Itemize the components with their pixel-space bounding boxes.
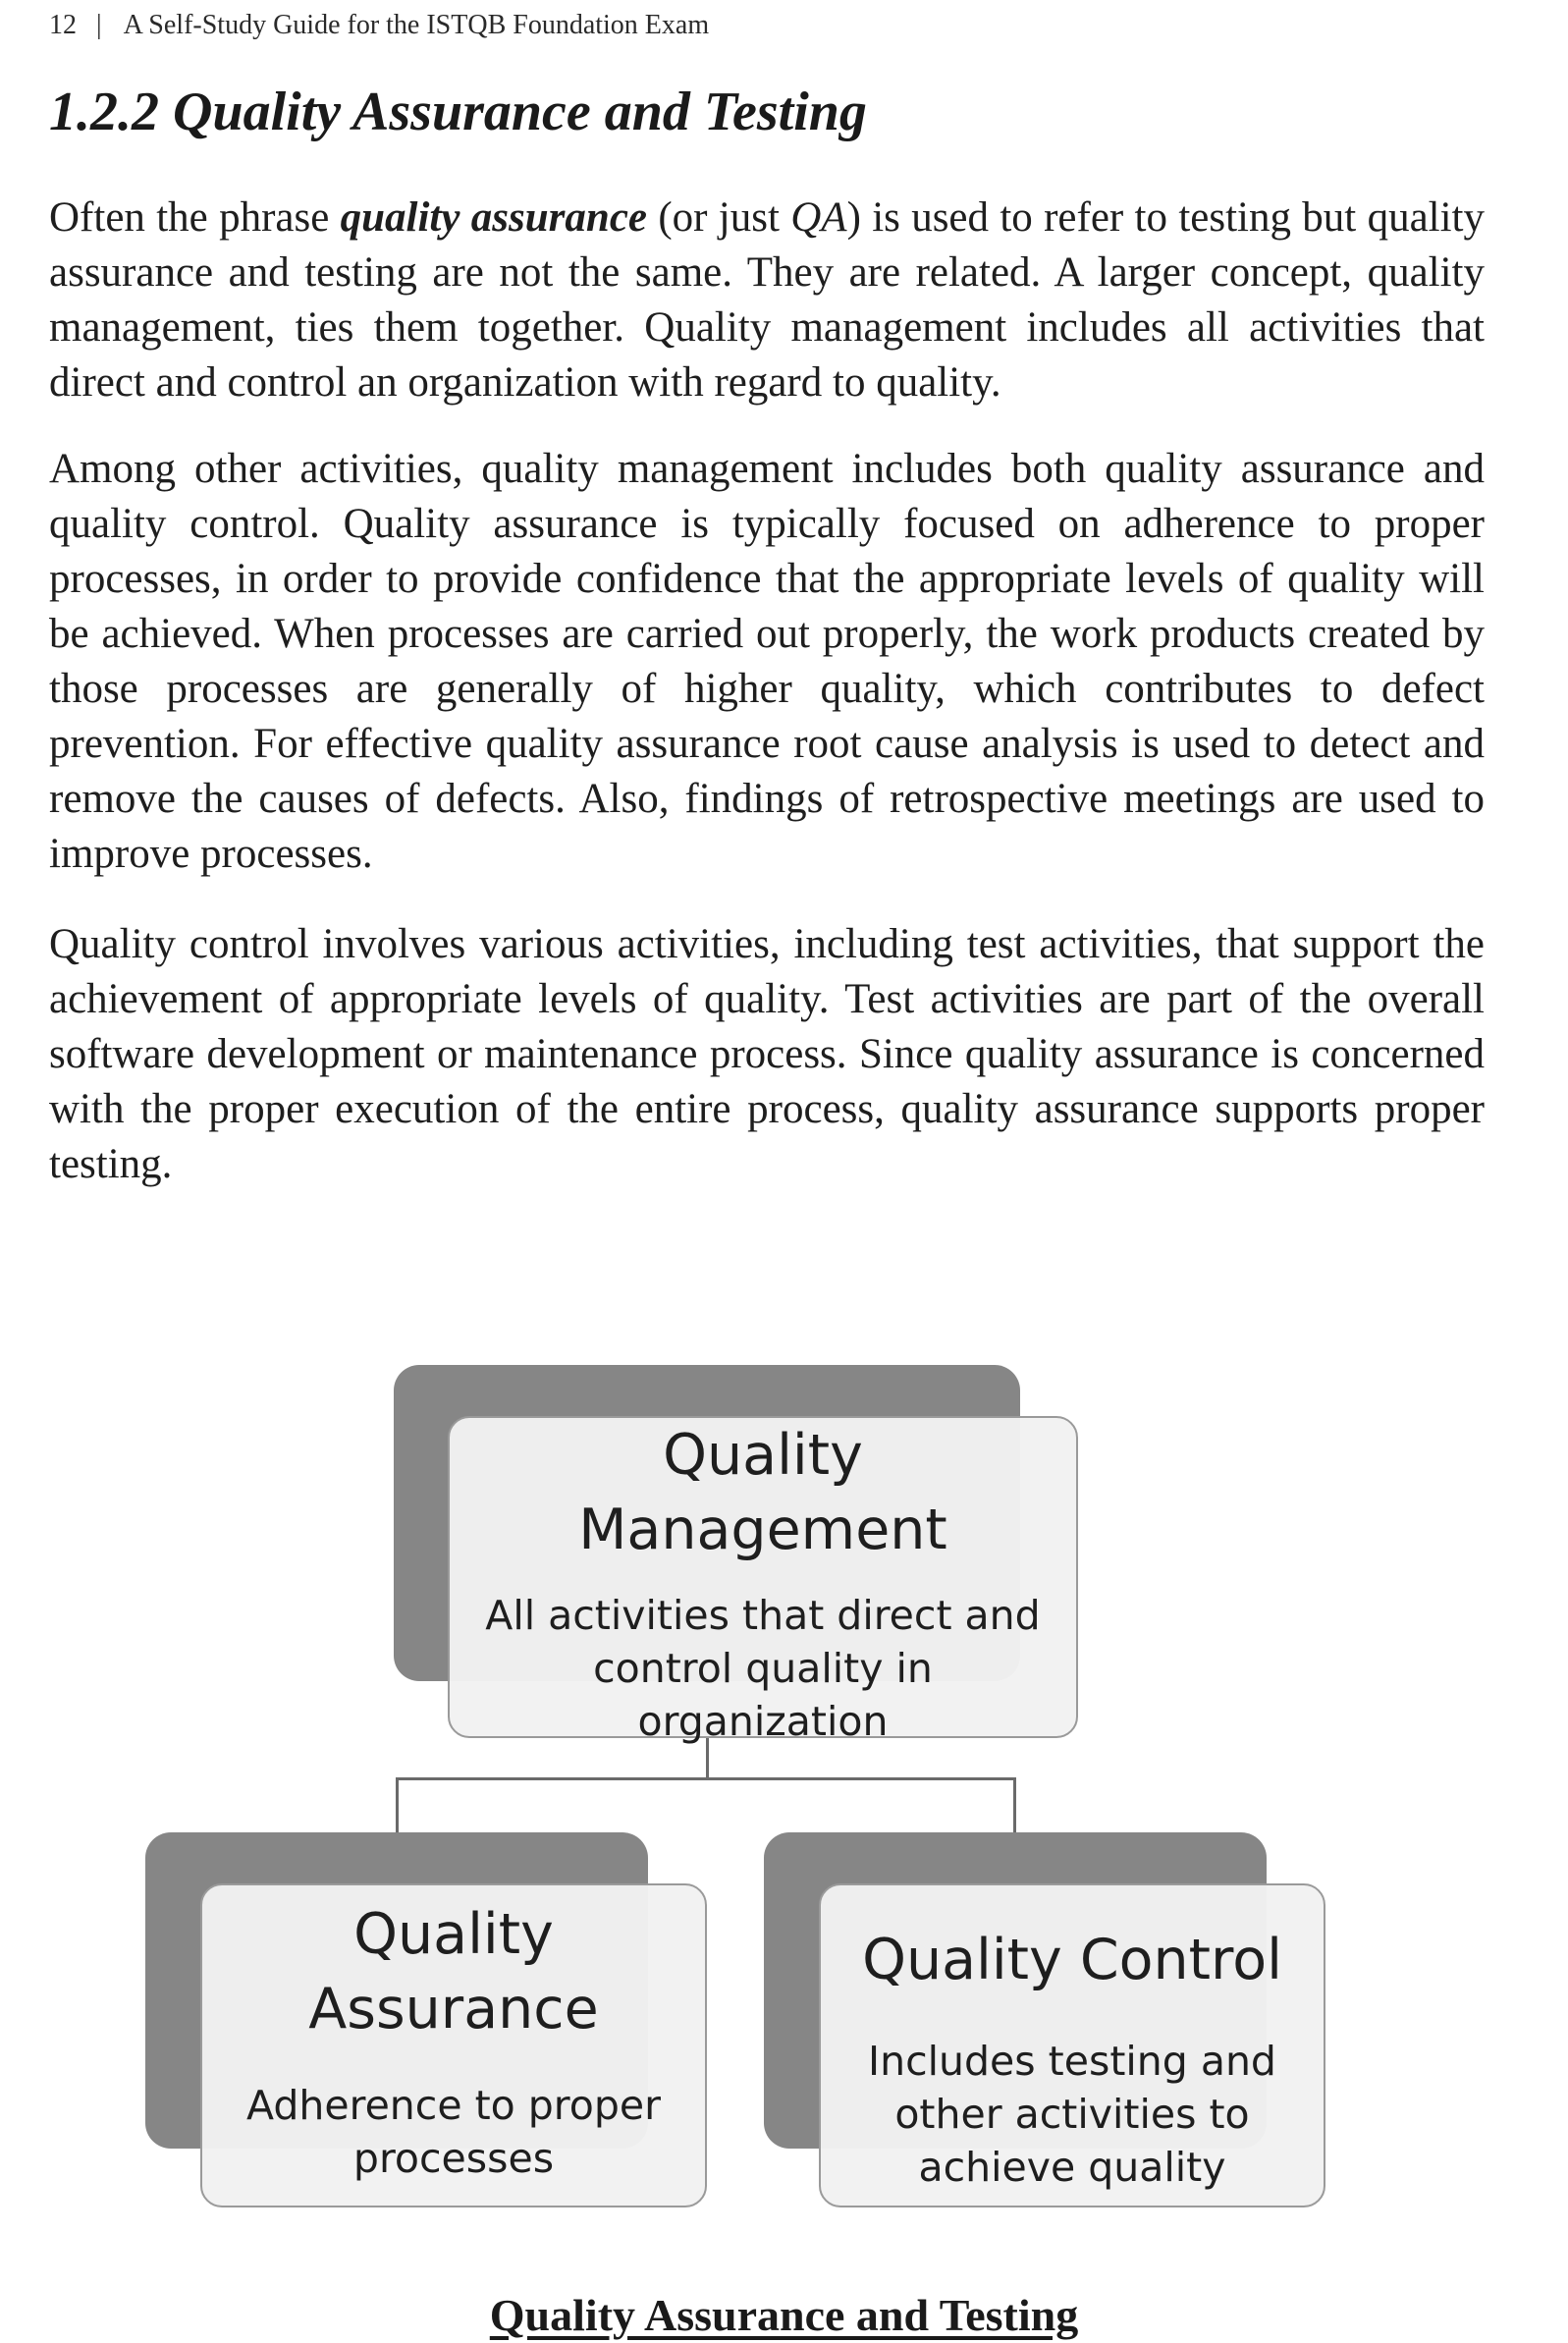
- running-head: [49, 10, 709, 41]
- quality-management-title-line-2: Management: [578, 1498, 947, 1562]
- book-title: A Self-Study Guide for the ISTQB Foundation Exam: [123, 10, 710, 40]
- quality-assurance-title: [202, 1897, 705, 2046]
- paragraph-3: Quality control involves various activities, including test activities, that support the achievement of appropriate levels of quality. Test activities are part of the overall software development or maintenance process. Since quality assurance is concerned with the proper execution of the entire process, quality assurance supports proper testing.: [49, 921, 1485, 1187]
- connector-horizontal: [396, 1777, 1016, 1780]
- quality-control-title: [821, 1923, 1324, 1997]
- quality-control-desc-line-1: Includes testing and: [868, 2038, 1276, 2085]
- quality-control-description: [821, 2035, 1324, 2194]
- quality-control-desc-line-3: achieve quality: [918, 2144, 1226, 2191]
- connector-right-drop: [1013, 1777, 1016, 1834]
- paragraph-1: [49, 191, 1485, 410]
- quality-management-box: [448, 1416, 1078, 1745]
- quality-control-desc-line-2: other activities to: [894, 2091, 1250, 2138]
- quality-management-desc-line-2: control quality in: [593, 1645, 933, 1692]
- quality-assurance-title-line-2: Assurance: [308, 1977, 599, 2042]
- quality-control-box: [819, 1883, 1325, 2207]
- paragraph-1-text-a: Often the phrase: [49, 194, 341, 241]
- quality-management-description: [450, 1589, 1076, 1748]
- section-title: 1.2.2 Quality Assurance and Testing: [49, 82, 867, 142]
- paragraph-1-text-b: (or just: [647, 194, 791, 241]
- quality-assurance-desc-line-2: processes: [352, 2135, 555, 2182]
- figure-caption: [0, 2288, 1568, 2343]
- quality-control-title-line-1: Quality Control: [862, 1928, 1282, 1992]
- quality-assurance-box: [200, 1883, 707, 2207]
- header-separator: |: [96, 10, 102, 40]
- quality-assurance-description: [202, 2079, 705, 2185]
- quality-management-title: [450, 1418, 1076, 1567]
- paragraph-1-text-c: ) is used to refer to testing but quality assurance and testing are not the same. They are related. A larger concept, quality management, ties them together. Quality management includes all activities that direct and control an organization with regard to quality.: [49, 194, 1485, 406]
- paragraph-2: Among other activities, quality management includes both quality assurance and quality control. Quality assurance is typically focused on adherence to proper processes, in order to provide confidence that the appropriate levels of quality will be achieved. When processes are carried out properly, the work products created by those processes are generally of higher quality, which contributes to defect prevention. For effective quality assurance root cause analysis is used to detect and remove the causes of defects. Also, findings of retrospective meetings are used to improve processes.: [49, 446, 1485, 877]
- quality-management-desc-line-3: organization: [637, 1698, 889, 1745]
- quality-assurance-desc-line-1: Adherence to proper: [246, 2082, 661, 2129]
- quality-assurance-title-line-1: Quality: [353, 1902, 554, 1967]
- quality-management-desc-line-1: All activities that direct and: [485, 1592, 1041, 1639]
- term-quality-assurance: quality assurance: [340, 194, 647, 241]
- abbreviation-qa: QA: [790, 194, 847, 241]
- page-number: 12: [49, 10, 77, 40]
- connector-left-drop: [396, 1777, 399, 1834]
- figure-caption-text: Quality Assurance and Testing: [489, 2290, 1079, 2340]
- quality-management-title-line-1: Quality: [663, 1423, 863, 1488]
